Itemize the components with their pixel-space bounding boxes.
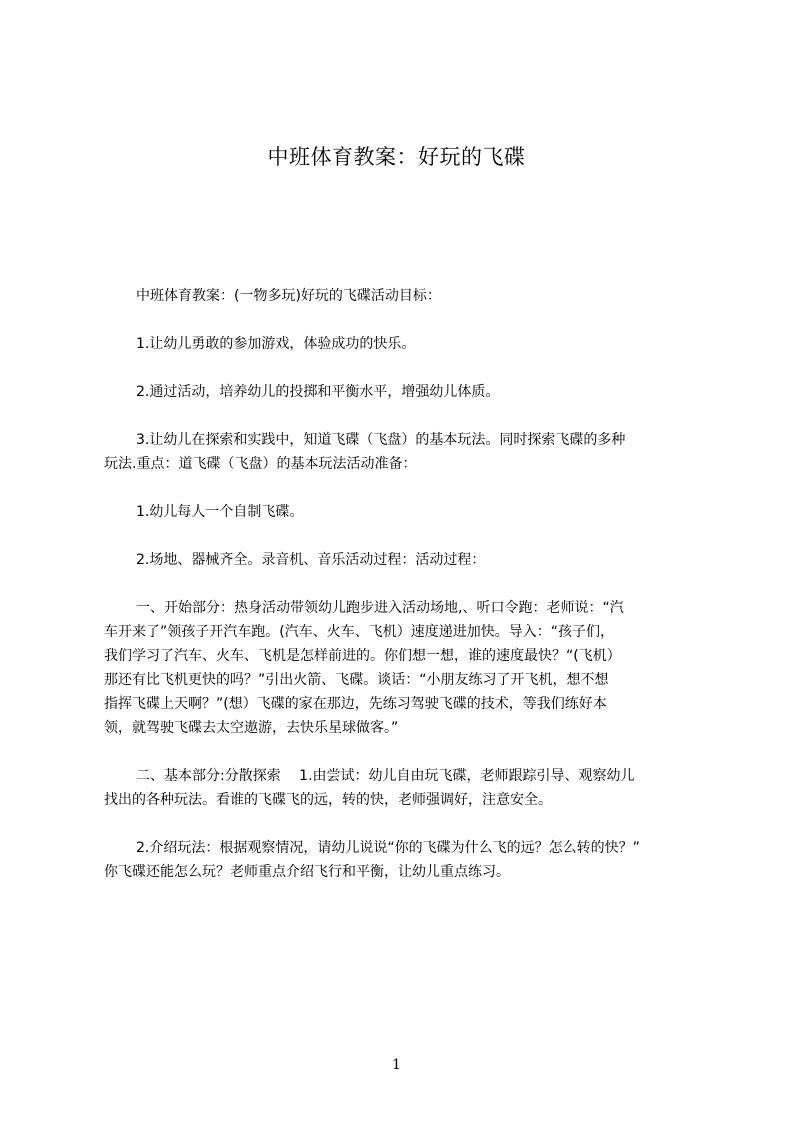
paragraph-line: 那还有比飞机更快的吗？”引出火箭、飞碟。谈话：“小朋友练习了开飞机，想不想 [104, 672, 609, 688]
paragraph-objective-3 [104, 428, 704, 476]
paragraph-line: 二、基本部分:分散探索 1.由尝试：幼儿自由玩飞碟，老师跟踪引导、观察幼儿 [136, 768, 635, 784]
page-number: 1 [392, 1057, 401, 1073]
paragraph-preparation-2 [104, 548, 704, 572]
paragraph-start-section [104, 596, 704, 740]
paragraph-preparation-1 [104, 500, 704, 524]
paragraph-line: 2.介绍玩法：根据观察情况，请幼儿说说“你的飞碟为什么飞的远？怎么转的快？” [136, 840, 640, 856]
paragraph-line: 3.让幼儿在探索和实践中，知道飞碟（飞盘）的基本玩法。同时探索飞碟的多种 [136, 432, 626, 448]
paragraph-gameplay-intro [104, 836, 704, 884]
paragraph-line: 1.让幼儿勇敢的参加游戏，体验成功的快乐。 [136, 336, 416, 352]
document-body [104, 284, 704, 908]
paragraph-objectives-intro [104, 284, 704, 308]
paragraph-line: 指挥飞碟上天啊？”(想）飞碟的家在那边，先练习驾驶飞碟的技术，等我们练好本 [104, 696, 607, 712]
paragraph-line: 2.场地、器械齐全。录音机、音乐活动过程：活动过程： [136, 552, 486, 568]
paragraph-line: 1.幼儿每人一个自制飞碟。 [136, 504, 304, 520]
paragraph-basic-section [104, 764, 704, 812]
paragraph-line: 我们学习了汽车、火车、飞机是怎样前进的。你们想一想，谁的速度最快？“(飞机） [104, 648, 621, 664]
paragraph-line: 一、开始部分：热身活动带领幼儿跑步进入活动场地,、听口令跑：老师说：“汽 [136, 600, 624, 616]
paragraph-objective-1 [104, 332, 704, 356]
paragraph-line: 找出的各种玩法。看谁的飞碟飞的远，转的快，老师强调好，注意安全。 [104, 792, 552, 808]
paragraph-line: 玩法.重点：道飞碟（飞盘）的基本玩法活动准备： [104, 456, 417, 472]
paragraph-line: 2.通过活动，培养幼儿的投掷和平衡水平，增强幼儿体质。 [136, 384, 500, 400]
paragraph-line: 车开来了”领孩子开汽车跑。(汽车、火车、飞机）速度递进加快。导入：“孩子们， [104, 624, 614, 640]
document-title: 中班体育教案：好玩的飞碟 [267, 145, 526, 169]
paragraph-line: 中班体育教案：(一物多玩)好玩的飞碟活动目标： [136, 288, 441, 304]
paragraph-objective-2 [104, 380, 704, 404]
paragraph-line: 领，就驾驶飞碟去太空遨游，去快乐星球做客。” [104, 720, 399, 736]
paragraph-line: 你飞碟还能怎么玩？老师重点介绍飞行和平衡，让幼儿重点练习。 [104, 864, 510, 880]
